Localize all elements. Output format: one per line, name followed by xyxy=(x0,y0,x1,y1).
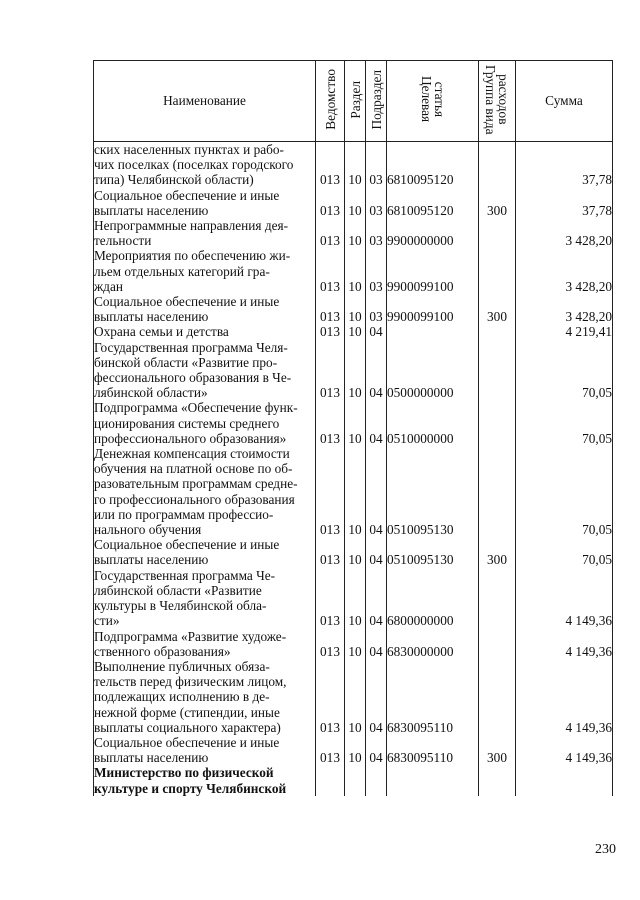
table-row xyxy=(94,629,613,659)
row-name-line: выплаты населению xyxy=(94,552,209,568)
row-dept: 013 xyxy=(316,324,345,339)
row-name-line: ционирования системы среднего xyxy=(94,415,280,431)
row-dept: 013 xyxy=(316,537,345,567)
row-sum: 3 428,20 xyxy=(516,218,613,248)
row-name-line: Социальное обеспечение и иные xyxy=(94,537,280,553)
row-section: 10 xyxy=(345,400,366,446)
row-expense-group xyxy=(479,400,516,446)
row-target-article: 0500000000 xyxy=(387,340,479,401)
row-name-line: чих поселках (поселках городского xyxy=(94,157,294,173)
row-sum: 70,05 xyxy=(516,537,613,567)
row-target-article xyxy=(387,324,479,339)
row-section: 10 xyxy=(345,568,366,629)
row-dept: 013 xyxy=(316,659,345,735)
row-target-article: 6830095110 xyxy=(387,735,479,765)
row-dept: 013 xyxy=(316,446,345,537)
row-subsection: 04 xyxy=(366,446,387,537)
row-section: 10 xyxy=(345,446,366,537)
row-sum xyxy=(516,765,613,795)
row-dept: 013 xyxy=(316,142,345,188)
row-name-line: Непрограммные направления дея- xyxy=(94,218,289,234)
row-name-line: подлежащих исполнению в де- xyxy=(94,689,270,705)
row-name-line: го профессионального образования xyxy=(94,491,295,507)
table-row xyxy=(94,188,613,218)
table-header-row xyxy=(94,61,613,142)
row-name-line: типа) Челябинской области) xyxy=(94,172,254,188)
row-name-line: Охрана семьи и детства xyxy=(94,324,229,340)
row-name xyxy=(94,294,316,324)
row-subsection: 04 xyxy=(366,400,387,446)
row-name-line: нежной форме (стипендии, иные xyxy=(94,704,280,720)
row-name-line: ских населенных пунктах и рабо- xyxy=(94,142,284,157)
row-sum: 70,05 xyxy=(516,340,613,401)
row-dept: 013 xyxy=(316,218,345,248)
row-name xyxy=(94,142,316,188)
row-section: 10 xyxy=(345,294,366,324)
row-section: 10 xyxy=(345,188,366,218)
budget-table xyxy=(93,60,613,796)
row-name-line: Подпрограмма «Развитие художе- xyxy=(94,628,287,644)
row-target-article: 9900000000 xyxy=(387,218,479,248)
page-number: 230 xyxy=(595,842,616,857)
row-name-line: разовательным программам средне- xyxy=(94,476,298,492)
row-subsection xyxy=(366,765,387,795)
row-subsection: 03 xyxy=(366,294,387,324)
row-expense-group xyxy=(479,248,516,294)
row-subsection: 04 xyxy=(366,340,387,401)
row-dept: 013 xyxy=(316,568,345,629)
row-name-line: тельности xyxy=(94,233,152,249)
table-row xyxy=(94,400,613,446)
table-row xyxy=(94,142,613,188)
row-expense-group xyxy=(479,324,516,339)
row-dept: 013 xyxy=(316,400,345,446)
header-name: Наименование xyxy=(94,61,316,142)
row-section: 10 xyxy=(345,324,366,339)
row-name-line: лябинской области» xyxy=(94,385,208,401)
row-section: 10 xyxy=(345,218,366,248)
row-expense-group xyxy=(479,629,516,659)
row-subsection: 03 xyxy=(366,218,387,248)
row-sum: 37,78 xyxy=(516,142,613,188)
row-name-line: выплаты социального характера) xyxy=(94,719,281,735)
row-name-line: ственного образования» xyxy=(94,643,231,659)
header-dept: Ведомство xyxy=(316,61,345,142)
row-name xyxy=(94,446,316,537)
row-sum: 3 428,20 xyxy=(516,248,613,294)
row-subsection: 04 xyxy=(366,537,387,567)
row-target-article: 0510095130 xyxy=(387,537,479,567)
row-section: 10 xyxy=(345,735,366,765)
row-name xyxy=(94,188,316,218)
table-row xyxy=(94,324,613,339)
row-name xyxy=(94,340,316,401)
row-section: 10 xyxy=(345,142,366,188)
row-name xyxy=(94,629,316,659)
row-target-article xyxy=(387,765,479,795)
row-dept: 013 xyxy=(316,340,345,401)
row-expense-group xyxy=(479,142,516,188)
row-dept: 013 xyxy=(316,188,345,218)
row-sum: 4 219,41 xyxy=(516,324,613,339)
table-row xyxy=(94,568,613,629)
row-name-line: тельств перед физическим лицом, xyxy=(94,674,287,690)
row-dept: 013 xyxy=(316,294,345,324)
row-name-line: выплаты населению xyxy=(94,202,209,218)
table-row xyxy=(94,765,613,795)
row-expense-group xyxy=(479,218,516,248)
row-name-line: льем отдельных категорий гра- xyxy=(94,263,270,279)
row-name-line: профессионального образования» xyxy=(94,430,287,446)
row-subsection: 03 xyxy=(366,248,387,294)
row-name-line: Государственная программа Челя- xyxy=(94,339,288,355)
row-target-article: 6830000000 xyxy=(387,629,479,659)
row-name-line: Социальное обеспечение и иные xyxy=(94,187,280,203)
table-row xyxy=(94,340,613,401)
row-name-line: Подпрограмма «Обеспечение функ- xyxy=(94,400,298,416)
header-section: Раздел xyxy=(345,61,366,142)
row-sum: 70,05 xyxy=(516,400,613,446)
row-section xyxy=(345,765,366,795)
row-sum: 4 149,36 xyxy=(516,629,613,659)
row-section: 10 xyxy=(345,659,366,735)
row-target-article: 6830095110 xyxy=(387,659,479,735)
row-expense-group: 300 xyxy=(479,294,516,324)
row-dept: 013 xyxy=(316,248,345,294)
row-name-line: Социальное обеспечение и иные xyxy=(94,294,280,310)
row-name-line: культуры в Челябинской обла- xyxy=(94,598,267,614)
header-sum: Сумма xyxy=(516,61,613,142)
row-dept: 013 xyxy=(316,629,345,659)
row-target-article: 0510095130 xyxy=(387,446,479,537)
row-subsection: 03 xyxy=(366,142,387,188)
row-subsection: 04 xyxy=(366,735,387,765)
row-dept: 013 xyxy=(316,735,345,765)
row-dept xyxy=(316,765,345,795)
header-subsection: Подраздел xyxy=(366,61,387,142)
row-subsection: 04 xyxy=(366,629,387,659)
row-target-article: 6810095120 xyxy=(387,188,479,218)
row-subsection: 04 xyxy=(366,568,387,629)
row-subsection: 03 xyxy=(366,188,387,218)
row-sum: 70,05 xyxy=(516,446,613,537)
row-name-line: нального обучения xyxy=(94,522,202,538)
table-row xyxy=(94,537,613,567)
row-subsection: 04 xyxy=(366,659,387,735)
table-row xyxy=(94,294,613,324)
row-sum: 3 428,20 xyxy=(516,294,613,324)
row-name xyxy=(94,568,316,629)
row-expense-group xyxy=(479,568,516,629)
row-name-line: Выполнение публичных обяза- xyxy=(94,658,270,674)
row-target-article: 9900099100 xyxy=(387,248,479,294)
row-name xyxy=(94,659,316,735)
row-name xyxy=(94,248,316,294)
table-row xyxy=(94,218,613,248)
row-name xyxy=(94,400,316,446)
table-row xyxy=(94,248,613,294)
header-expense-group: Группа вида расходов xyxy=(479,61,516,142)
row-section: 10 xyxy=(345,629,366,659)
row-name-line: или по программам профессио- xyxy=(94,506,274,522)
row-target-article: 0510000000 xyxy=(387,400,479,446)
table-row xyxy=(94,735,613,765)
row-expense-group xyxy=(479,765,516,795)
row-name-line: Мероприятия по обеспечению жи- xyxy=(94,248,291,264)
row-name xyxy=(94,735,316,765)
row-expense-group: 300 xyxy=(479,735,516,765)
row-name xyxy=(94,765,316,795)
header-target-article: Целевая статья xyxy=(387,61,479,142)
row-name-line: культуре и спорту Челябинской xyxy=(94,780,287,796)
row-name-line: выплаты населению xyxy=(94,750,209,766)
row-name-line: выплаты населению xyxy=(94,309,209,325)
row-name-line: Государственная программа Че- xyxy=(94,567,276,583)
table-row xyxy=(94,446,613,537)
row-expense-group: 300 xyxy=(479,537,516,567)
row-name-line: фессионального образования в Че- xyxy=(94,370,292,386)
row-name xyxy=(94,324,316,339)
row-target-article: 9900099100 xyxy=(387,294,479,324)
row-expense-group xyxy=(479,446,516,537)
row-name-line: ждан xyxy=(94,278,123,294)
row-target-article: 6800000000 xyxy=(387,568,479,629)
row-section: 10 xyxy=(345,248,366,294)
row-expense-group: 300 xyxy=(479,188,516,218)
row-sum: 37,78 xyxy=(516,188,613,218)
row-name xyxy=(94,537,316,567)
row-sum: 4 149,36 xyxy=(516,568,613,629)
row-expense-group xyxy=(479,659,516,735)
row-name-line: бинской области «Развитие про- xyxy=(94,354,278,370)
row-name xyxy=(94,218,316,248)
row-name-line: обучения на платной основе по об- xyxy=(94,461,293,477)
row-section: 10 xyxy=(345,537,366,567)
table-row xyxy=(94,659,613,735)
row-name-line: сти» xyxy=(94,613,120,629)
row-sum: 4 149,36 xyxy=(516,659,613,735)
row-target-article: 6810095120 xyxy=(387,142,479,188)
row-name-line: Министерство по физической xyxy=(94,765,274,781)
row-name-line: лябинской области «Развитие xyxy=(94,582,262,598)
row-name-line: Денежная компенсация стоимости xyxy=(94,446,290,462)
row-section: 10 xyxy=(345,340,366,401)
row-sum: 4 149,36 xyxy=(516,735,613,765)
row-name-line: Социальное обеспечение и иные xyxy=(94,734,280,750)
row-expense-group xyxy=(479,340,516,401)
row-subsection: 04 xyxy=(366,324,387,339)
